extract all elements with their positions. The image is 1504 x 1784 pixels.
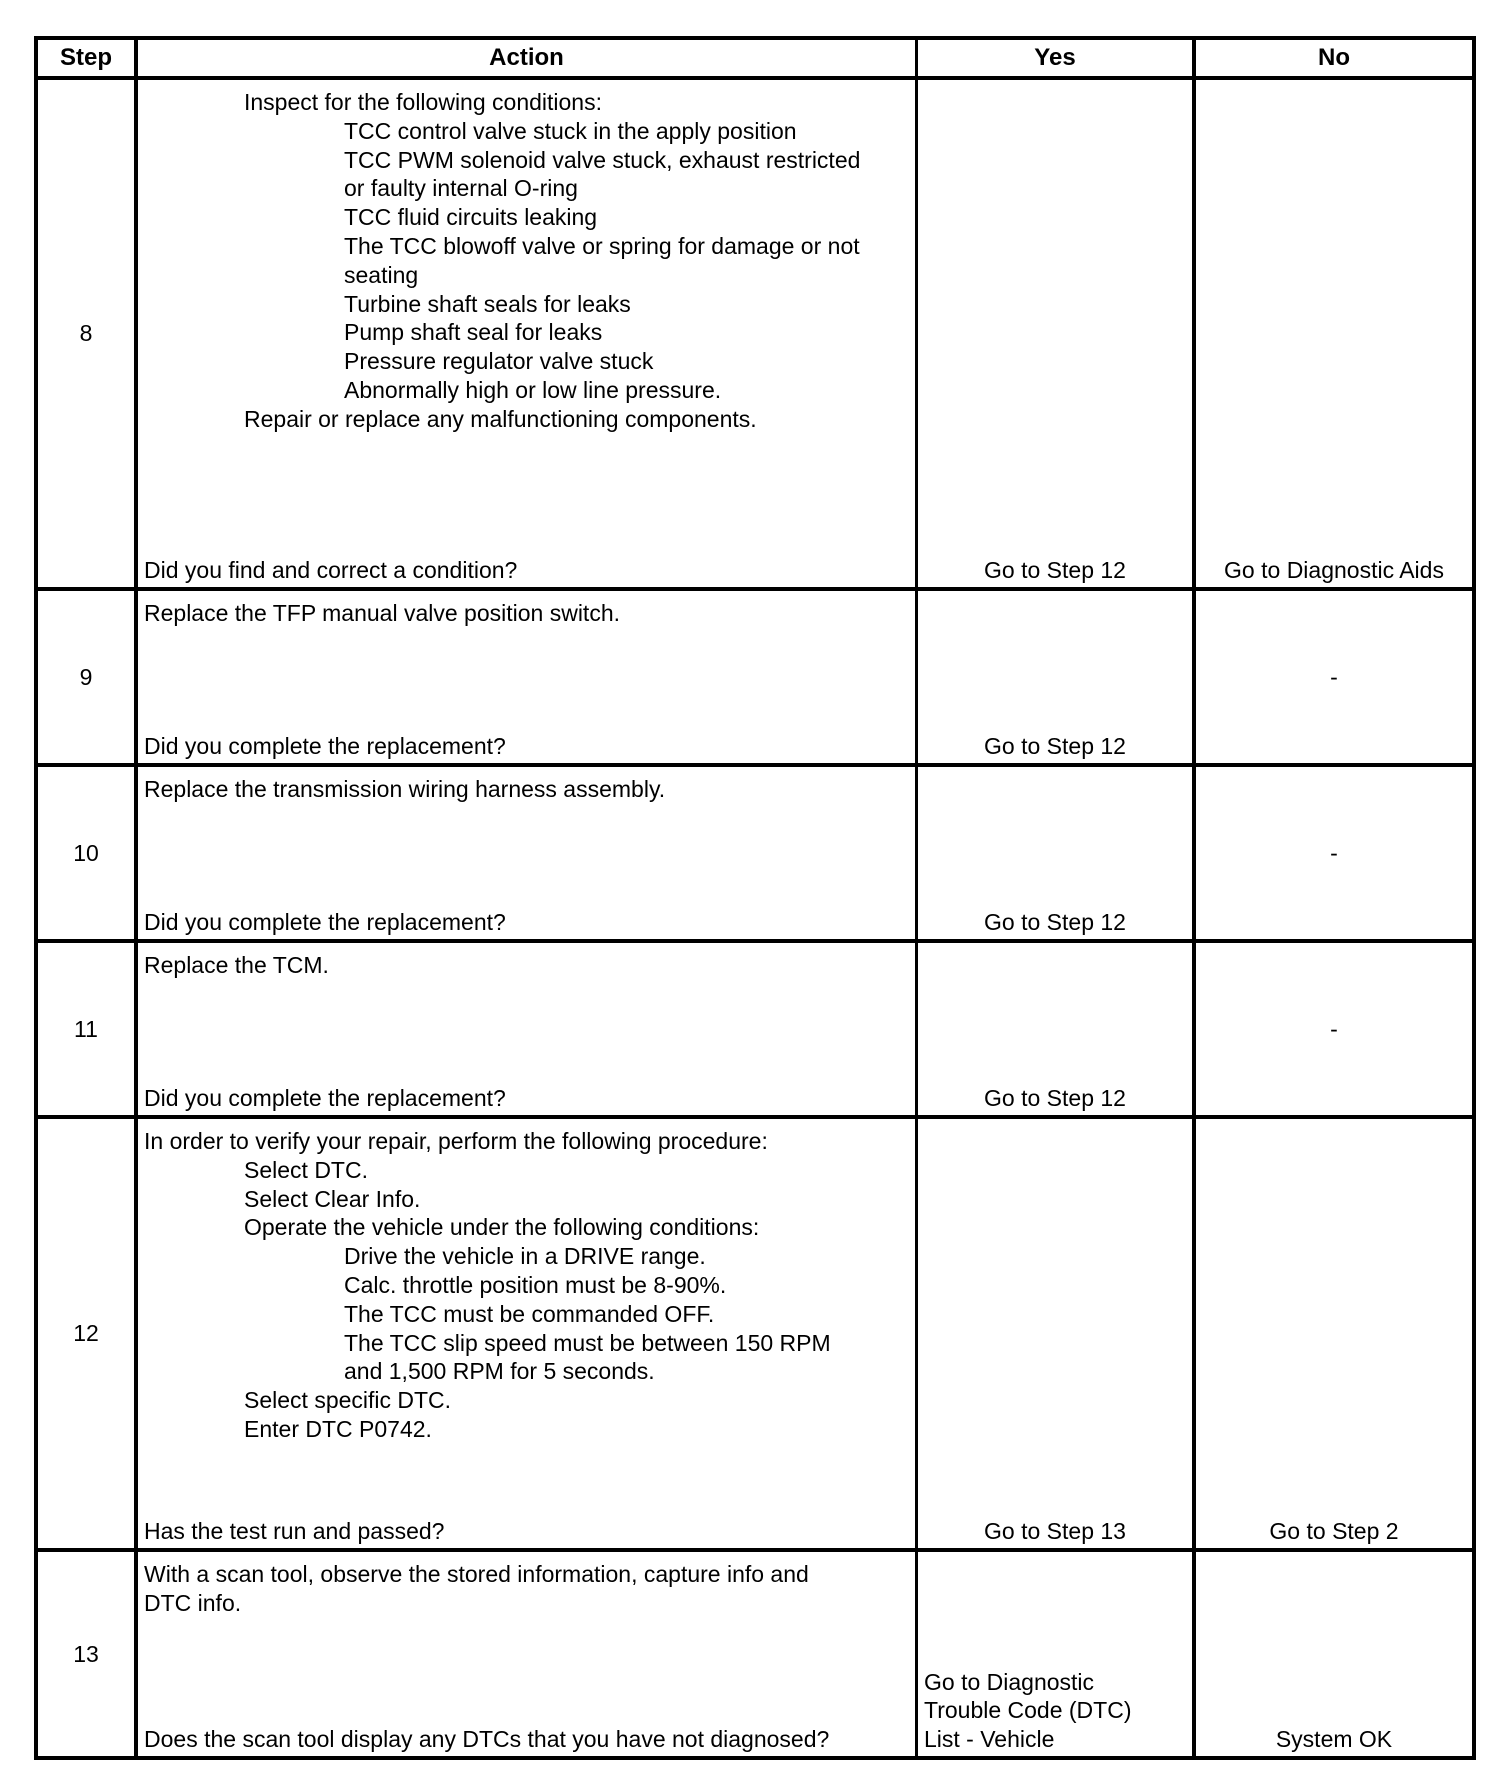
action-question: Does the scan tool display any DTCs that you have not diagnosed? [144, 1726, 830, 1753]
action-line: Select Clear Info. [244, 1185, 421, 1212]
yes-result: Go to Step 12 [984, 909, 1126, 936]
action-cell [138, 591, 918, 763]
header-action: Action [138, 40, 918, 76]
yes-result-line: Trouble Code (DTC) [924, 1697, 1132, 1724]
action-question: Did you find and correct a condition? [144, 557, 518, 584]
action-line: Replace the TFP manual valve position switch. [144, 600, 621, 626]
no-result: - [1330, 663, 1338, 690]
no-cell [1196, 1552, 1472, 1756]
step-10-row [38, 767, 1472, 943]
yes-cell [918, 767, 1196, 939]
action-line: The TCC slip speed must be between 150 RPM [344, 1329, 831, 1356]
yes-result-line: Go to Diagnostic [924, 1668, 1095, 1695]
action-line: Drive the vehicle in a DRIVE range. [344, 1243, 706, 1270]
yes-cell [918, 591, 1196, 763]
step-13-row [38, 1552, 1472, 1756]
action-line: or faulty internal O-ring [344, 175, 578, 202]
action-line: Repair or replace any malfunctioning components. [244, 405, 757, 432]
yes-result: Go to Step 12 [984, 557, 1126, 584]
step-number: 11 [38, 943, 138, 1115]
action-line: Pressure regulator valve stuck [344, 348, 654, 375]
action-line: TCC fluid circuits leaking [344, 204, 598, 231]
step-11-row [38, 943, 1472, 1119]
action-line: Abnormally high or low line pressure. [344, 376, 722, 403]
action-line: In order to verify your repair, perform the following procedure: [144, 1128, 768, 1154]
action-line: Turbine shaft seals for leaks [344, 290, 631, 317]
step-12-row [38, 1119, 1472, 1552]
yes-cell [918, 1552, 1196, 1756]
action-line: Calc. throttle position must be 8-90%. [344, 1271, 727, 1298]
no-result: Go to Step 2 [1269, 1518, 1399, 1545]
step-number: 9 [38, 591, 138, 763]
action-line: Enter DTC P0742. [244, 1415, 432, 1442]
header-step: Step [38, 40, 138, 76]
action-question: Did you complete the replacement? [144, 733, 506, 760]
action-line: With a scan tool, observe the stored information, capture info and [144, 1561, 809, 1587]
action-cell [138, 1119, 918, 1548]
no-result: - [1330, 1015, 1338, 1042]
action-line: TCC PWM solenoid valve stuck, exhaust restricted [344, 146, 861, 173]
step-number: 13 [38, 1552, 138, 1756]
step-number: 10 [38, 767, 138, 939]
header-yes: Yes [918, 40, 1196, 76]
action-question: Did you complete the replacement? [144, 909, 506, 936]
yes-result: Go to Step 12 [984, 733, 1126, 760]
action-line: Operate the vehicle under the following conditions: [244, 1214, 760, 1241]
action-line: Inspect for the following conditions: [244, 89, 602, 115]
yes-cell [918, 1119, 1196, 1548]
action-cell [138, 767, 918, 939]
diagnostic-table [34, 36, 1476, 1760]
action-question: Has the test run and passed? [144, 1518, 445, 1545]
action-question: Did you complete the replacement? [144, 1085, 506, 1112]
action-line: Replace the transmission wiring harness assembly. [144, 776, 666, 802]
step-number: 12 [38, 1119, 138, 1548]
yes-result-line: List - Vehicle [924, 1726, 1055, 1753]
yes-cell [918, 943, 1196, 1115]
action-line: The TCC must be commanded OFF. [344, 1300, 715, 1327]
action-line: Select DTC. [244, 1156, 368, 1183]
step-9-row [38, 591, 1472, 767]
action-line: seating [344, 261, 419, 288]
step-8-row [38, 80, 1472, 591]
action-line: DTC info. [144, 1589, 242, 1616]
action-line: and 1,500 RPM for 5 seconds. [344, 1358, 655, 1385]
no-cell [1196, 1119, 1472, 1548]
header-no: No [1318, 44, 1350, 71]
action-cell [138, 1552, 918, 1756]
action-line: Pump shaft seal for leaks [344, 319, 603, 346]
yes-cell [918, 80, 1196, 587]
action-cell [138, 943, 918, 1115]
yes-result [924, 1668, 1188, 1754]
action-line: TCC control valve stuck in the apply position [344, 117, 797, 144]
no-result: - [1330, 839, 1338, 866]
no-result: System OK [1275, 1726, 1393, 1753]
action-line: The TCC blowoff valve or spring for damage or not [344, 232, 860, 259]
action-cell [138, 80, 918, 587]
yes-result: Go to Step 13 [984, 1518, 1126, 1545]
header-row [38, 40, 1472, 80]
action-line: Select specific DTC. [244, 1387, 452, 1414]
no-cell [1196, 80, 1472, 587]
action-line: Replace the TCM. [144, 952, 329, 978]
step-number: 8 [38, 80, 138, 587]
no-result: Go to Diagnostic Aids [1224, 557, 1444, 584]
yes-result: Go to Step 12 [984, 1085, 1126, 1112]
